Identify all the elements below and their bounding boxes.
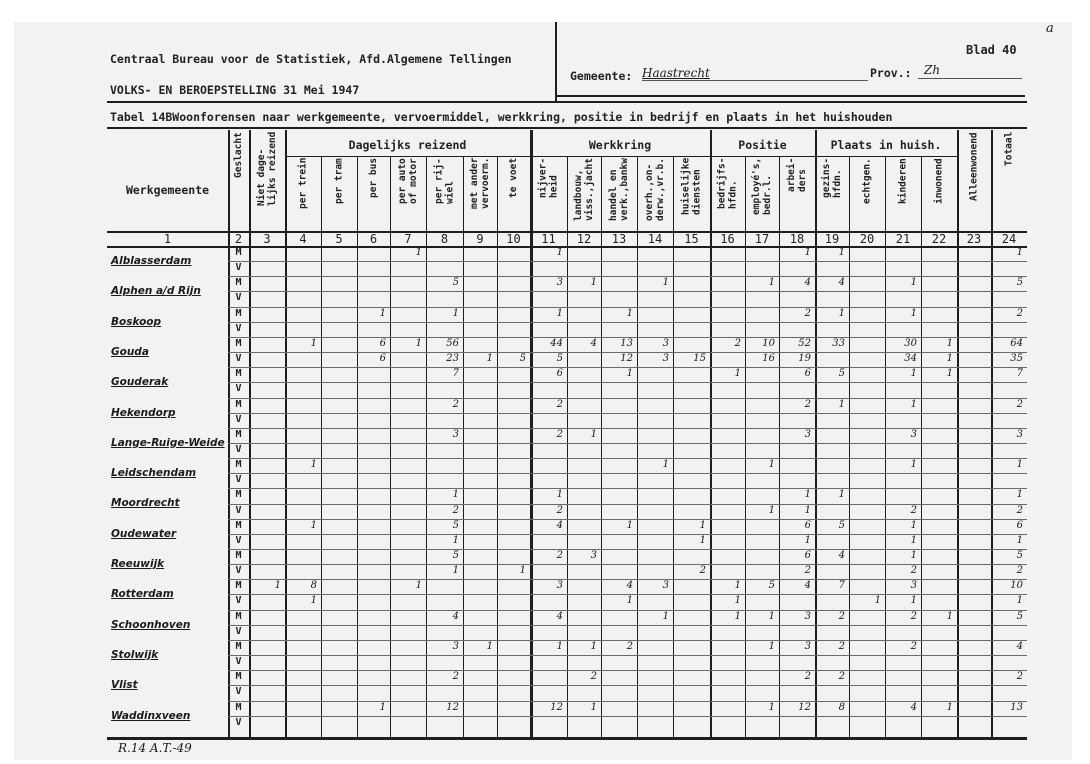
- data-cell: 1: [804, 504, 811, 516]
- data-cell: 6: [379, 353, 386, 365]
- column-header-19: gezins- hfdn.: [821, 158, 843, 199]
- sex-code: V: [235, 292, 242, 304]
- data-cell: 1: [626, 519, 633, 531]
- row-werkgemeente-name: Oudewater: [111, 527, 177, 540]
- column-number-11: 11: [541, 232, 556, 246]
- column-header-11: nijver- heid: [537, 158, 560, 199]
- data-cell: 1: [699, 534, 706, 546]
- data-cell: 6: [804, 550, 811, 561]
- data-cell: 5: [452, 277, 459, 289]
- data-cell: 2: [590, 671, 597, 683]
- data-cell: 3: [452, 640, 459, 652]
- data-cell: 1: [556, 640, 563, 652]
- data-cell: 10: [1010, 580, 1023, 592]
- data-cell: 2: [556, 550, 563, 561]
- data-cell: 5: [556, 353, 563, 365]
- data-cell: 3: [556, 277, 563, 289]
- sex-code: M: [235, 277, 242, 289]
- column-header-13: handel en verk.,bankw: [608, 158, 630, 221]
- column-header-14: overh.,on- derw.,vr.b.: [644, 158, 666, 221]
- column-number-20: 20: [859, 232, 875, 246]
- data-cell: 8: [310, 580, 317, 592]
- data-cell: 6: [1016, 519, 1023, 531]
- data-cell: 33: [832, 337, 845, 349]
- column-header-12: landbouw, viss.,jacht: [573, 158, 595, 221]
- data-cell: 2: [838, 610, 845, 622]
- column-header-werkgemeente: Werkgemeente: [125, 183, 210, 197]
- data-cell: 1: [946, 337, 953, 349]
- column-number-19: 19: [824, 232, 840, 246]
- column-header-3: Niet dage- lijks reizend: [256, 132, 278, 207]
- data-cell: 1: [734, 368, 741, 380]
- column-number-13: 13: [611, 232, 627, 246]
- data-cell: 1: [910, 277, 917, 289]
- sex-code: V: [235, 716, 242, 728]
- column-header-2: Geslacht: [233, 132, 244, 178]
- data-cell: 6: [379, 337, 386, 349]
- data-cell: 2: [556, 428, 563, 440]
- data-cell: 1: [699, 519, 706, 531]
- data-cell: 44: [550, 337, 563, 349]
- sex-rule: [228, 413, 1027, 414]
- data-cell: 1: [838, 307, 845, 319]
- sex-code: V: [235, 413, 242, 425]
- data-cell: 2: [910, 610, 917, 622]
- sheet-label: Blad 40: [966, 43, 1017, 57]
- data-cell: 1: [910, 519, 917, 531]
- group-header-werkkring: Werkkring: [588, 138, 652, 152]
- column-number-12: 12: [576, 232, 592, 246]
- data-cell: 1: [662, 610, 669, 622]
- gemeente-value: Haastrecht: [642, 66, 710, 80]
- data-cell: 13: [620, 337, 633, 349]
- sex-code: M: [235, 459, 242, 471]
- data-cell: 2: [452, 398, 459, 410]
- column-header-23: Alleenwonend: [968, 132, 980, 201]
- data-cell: 1: [838, 398, 845, 410]
- data-cell: 56: [446, 337, 459, 349]
- data-cell: 1: [910, 550, 917, 561]
- column-header-15: huiselijke diensten: [680, 158, 703, 216]
- sex-rule: [228, 716, 1027, 717]
- row-werkgemeente-name: Alblasserdam: [111, 255, 192, 267]
- data-cell: 1: [626, 595, 633, 607]
- data-cell: 2: [556, 398, 563, 410]
- data-cell: 1: [734, 610, 741, 622]
- data-cell: 1: [768, 610, 775, 622]
- sex-code: V: [235, 656, 242, 668]
- sex-code: M: [235, 337, 242, 349]
- data-cell: 5: [1016, 610, 1023, 622]
- data-cell: 1: [804, 489, 811, 501]
- data-cell: 2: [452, 504, 459, 516]
- data-cell: 2: [626, 640, 633, 652]
- data-cell: 1: [1016, 534, 1023, 546]
- data-cell: 2: [804, 671, 811, 683]
- column-number-22: 22: [931, 232, 947, 246]
- data-cell: 6: [804, 368, 811, 380]
- sex-rule: [228, 655, 1027, 656]
- column-number-2: 2: [234, 232, 243, 246]
- row-werkgemeente-name: Hekendorp: [111, 406, 176, 419]
- data-cell: 5: [838, 368, 845, 380]
- data-cell: 1: [910, 307, 917, 319]
- data-cell: 1: [379, 307, 386, 319]
- row-werkgemeente-name: Boskoop: [111, 315, 162, 328]
- data-cell: 1: [768, 504, 775, 516]
- data-cell: 13: [1010, 701, 1023, 713]
- data-cell: 1: [452, 534, 459, 546]
- data-cell: 3: [590, 550, 597, 561]
- data-cell: 1: [946, 701, 953, 713]
- data-cell: 1: [1016, 247, 1023, 258]
- data-cell: 3: [804, 428, 811, 440]
- data-cell: 5: [519, 353, 526, 365]
- data-cell: 12: [620, 353, 633, 365]
- data-cell: 19: [798, 353, 811, 365]
- column-header-22: inwonend: [933, 158, 945, 204]
- sex-code: M: [235, 610, 242, 622]
- row-werkgemeente-name: Rotterdam: [111, 588, 174, 601]
- data-cell: 5: [1016, 277, 1023, 289]
- data-cell: 1: [662, 459, 669, 471]
- data-cell: 2: [838, 671, 845, 683]
- data-cell: 7: [838, 580, 845, 592]
- sex-code: M: [235, 368, 242, 380]
- column-number-8: 8: [440, 232, 449, 246]
- data-cell: 3: [910, 580, 917, 592]
- data-cell: 1: [734, 580, 741, 592]
- data-cell: 1: [310, 519, 317, 531]
- data-cell: 1: [486, 640, 493, 652]
- data-cell: 4: [452, 610, 459, 622]
- data-cell: 1: [519, 565, 526, 577]
- sex-code: M: [235, 398, 242, 410]
- agency-heading: Centraal Bureau voor de Statistiek, Afd.Algemene Tellingen: [110, 52, 512, 66]
- footer-code: R.14 A.T.-49: [118, 741, 192, 755]
- row-werkgemeente-name: Schoonhoven: [111, 618, 191, 631]
- sex-code: V: [235, 625, 242, 637]
- column-header-21: kinderen: [897, 158, 909, 204]
- data-cell: 1: [590, 640, 597, 652]
- column-number-5: 5: [335, 232, 343, 246]
- sex-code: M: [235, 580, 242, 592]
- column-number-17: 17: [754, 232, 770, 246]
- sex-rule: [228, 473, 1027, 474]
- column-number-3: 3: [263, 232, 271, 246]
- column-number-14: 14: [647, 232, 663, 246]
- data-cell: 1: [910, 534, 917, 546]
- table-title: Tabel 14BWoonforensen naar werkgemeente, vervoermiddel, werkkring, positie in bedrijf en plaats in het huishouden: [110, 110, 893, 124]
- data-cell: 1: [768, 701, 775, 713]
- column-number-24: 24: [1001, 232, 1017, 246]
- data-cell: 1: [768, 277, 775, 289]
- data-cell: 2: [910, 504, 917, 516]
- data-cell: 1: [838, 247, 845, 258]
- column-number-10: 10: [506, 232, 521, 246]
- data-cell: 3: [804, 640, 811, 652]
- data-cell: 1: [379, 701, 386, 713]
- data-cell: 2: [556, 504, 563, 516]
- sex-code: M: [235, 671, 242, 683]
- data-cell: 1: [310, 459, 317, 471]
- column-header-7: per auto of motor: [397, 158, 419, 204]
- data-cell: 7: [452, 368, 459, 380]
- data-cell: 2: [699, 565, 706, 577]
- data-cell: 2: [1016, 307, 1023, 319]
- group-header-positie: Positie: [738, 138, 787, 152]
- data-cell: 2: [838, 640, 845, 652]
- data-cell: 3: [804, 610, 811, 622]
- data-cell: 1: [626, 368, 633, 380]
- group-header-dagelijks: Dagelijks reizend: [348, 138, 467, 152]
- data-cell: 6: [556, 368, 563, 380]
- data-cell: 1: [310, 595, 317, 607]
- row-werkgemeente-name: Leidschendam: [111, 467, 197, 480]
- data-cell: 4: [556, 610, 563, 622]
- data-cell: 4: [1016, 640, 1023, 652]
- data-cell: 16: [762, 353, 775, 365]
- column-number-9: 9: [476, 232, 484, 246]
- row-werkgemeente-name: Reeuwijk: [111, 558, 165, 570]
- data-cell: 1: [590, 277, 597, 289]
- column-header-20: echtgen.: [861, 158, 873, 204]
- sex-code: M: [235, 701, 242, 713]
- column-header-24: Totaal: [1003, 132, 1015, 167]
- data-cell: 15: [693, 353, 706, 365]
- data-cell: 5: [452, 519, 459, 531]
- bottom-rule: [107, 737, 1027, 740]
- column-header-9: met ander vervoerm.: [469, 158, 491, 210]
- data-cell: 12: [550, 701, 563, 713]
- data-cell: 1: [590, 428, 597, 440]
- data-cell: 1: [804, 534, 811, 546]
- data-cell: 1: [452, 307, 459, 319]
- data-cell: 34: [904, 353, 917, 365]
- sex-rule: [228, 261, 1027, 262]
- row-werkgemeente-name: Stolwijk: [111, 648, 159, 661]
- row-rule: [228, 670, 1027, 671]
- sex-code: V: [235, 322, 242, 334]
- data-cell: 5: [1016, 550, 1023, 561]
- column-header-18: arbei- ders: [786, 158, 808, 193]
- data-cell: 1: [556, 489, 563, 501]
- data-cell: 3: [662, 580, 669, 592]
- data-cell: 2: [804, 398, 811, 410]
- data-cell: 1: [556, 247, 563, 258]
- sex-code: V: [235, 383, 242, 395]
- column-header-16: bedrijfs- hfdn.: [716, 158, 739, 210]
- data-cell: 1: [768, 459, 775, 471]
- data-cell: 4: [804, 580, 811, 592]
- data-cell: 5: [838, 519, 845, 531]
- sex-code: M: [235, 489, 242, 501]
- data-cell: 3: [1016, 428, 1023, 440]
- prov-label: Prov.:: [870, 66, 912, 80]
- data-cell: 52: [798, 337, 811, 349]
- data-cell: 1: [662, 277, 669, 289]
- data-cell: 2: [910, 640, 917, 652]
- sex-rule: [228, 625, 1027, 626]
- sex-code: V: [235, 262, 242, 274]
- data-cell: 2: [1016, 671, 1023, 683]
- data-cell: 6: [804, 519, 811, 531]
- data-cell: 1: [274, 580, 281, 592]
- sex-rule: [228, 382, 1027, 383]
- data-cell: 1: [310, 337, 317, 349]
- data-cell: 1: [734, 595, 741, 607]
- group-header-plaats: Plaats in huish.: [830, 138, 942, 152]
- data-cell: 30: [904, 337, 917, 349]
- data-cell: 12: [446, 701, 459, 713]
- data-cell: 1: [910, 368, 917, 380]
- sex-rule: [228, 322, 1027, 323]
- sex-rule: [228, 685, 1027, 686]
- sex-rule: [228, 291, 1027, 292]
- data-cell: 1: [415, 247, 422, 258]
- sex-code: V: [235, 565, 242, 577]
- data-cell: 2: [910, 565, 917, 577]
- corner-mark: a: [1046, 21, 1054, 36]
- row-werkgemeente-name: Alphen a/d Rijn: [111, 285, 201, 298]
- data-cell: 1: [452, 489, 459, 501]
- data-cell: 3: [556, 580, 563, 592]
- row-werkgemeente-name: Moordrecht: [111, 497, 180, 510]
- data-cell: 1: [946, 610, 953, 622]
- data-cell: 3: [452, 428, 459, 440]
- group-rule: [285, 156, 957, 157]
- data-cell: 2: [1016, 504, 1023, 516]
- sex-code: M: [235, 640, 242, 652]
- data-cell: 2: [1016, 398, 1023, 410]
- data-cell: 1: [1016, 595, 1023, 607]
- data-cell: 1: [910, 459, 917, 471]
- data-cell: 23: [446, 353, 459, 365]
- data-cell: 1: [452, 565, 459, 577]
- data-cell: 1: [1016, 489, 1023, 501]
- data-cell: 4: [626, 580, 633, 592]
- census-heading: VOLKS- EN BEROEPSTELLING 31 Mei 1947: [110, 83, 360, 97]
- data-cell: 35: [1010, 353, 1023, 365]
- data-cell: 1: [590, 701, 597, 713]
- column-number-23: 23: [966, 232, 982, 246]
- sex-code: M: [235, 428, 242, 440]
- gemeente-label: Gemeente:: [570, 69, 633, 83]
- data-cell: 1: [626, 307, 633, 319]
- data-cell: 4: [838, 550, 845, 561]
- column-header-5: per tram: [333, 158, 345, 204]
- sex-code: V: [235, 595, 242, 607]
- column-number-16: 16: [720, 232, 735, 246]
- data-cell: 1: [910, 595, 917, 607]
- sex-code: V: [235, 353, 242, 365]
- row-werkgemeente-name: Waddinxveen: [111, 709, 191, 722]
- data-cell: 3: [662, 337, 669, 349]
- sex-code: V: [235, 534, 242, 546]
- column-number-7: 7: [404, 232, 412, 246]
- column-header-8: per rij- wiel: [433, 158, 456, 204]
- data-cell: 1: [768, 640, 775, 652]
- column-header-6: per bus: [368, 158, 379, 199]
- row-werkgemeente-name: Gouda: [111, 345, 149, 358]
- data-cell: 4: [556, 519, 563, 531]
- data-cell: 1: [838, 489, 845, 501]
- data-cell: 2: [734, 337, 741, 349]
- data-cell: 1: [556, 307, 563, 319]
- data-cell: 1: [946, 368, 953, 380]
- data-cell: 7: [1016, 368, 1023, 380]
- data-cell: 10: [762, 337, 775, 349]
- data-cell: 1: [1016, 459, 1023, 471]
- sex-code: V: [235, 474, 242, 486]
- data-cell: 5: [768, 580, 775, 592]
- column-number-6: 6: [369, 232, 378, 246]
- data-cell: 3: [662, 353, 669, 365]
- row-werkgemeente-name: Lange-Ruige-Weide: [111, 436, 225, 449]
- column-header-10: te voet: [508, 158, 519, 199]
- prov-value: Zh: [924, 63, 941, 77]
- row-werkgemeente-name: Gouderak: [111, 376, 169, 389]
- sex-code: M: [235, 307, 242, 319]
- data-cell: 5: [452, 550, 459, 561]
- column-number-15: 15: [684, 232, 699, 246]
- column-number-18: 18: [789, 232, 805, 246]
- data-cell: 4: [910, 701, 917, 713]
- sex-code: M: [235, 247, 242, 258]
- sex-code: M: [235, 550, 242, 561]
- column-number-4: 4: [299, 232, 307, 246]
- sex-rule: [228, 443, 1027, 444]
- data-cell: 2: [804, 565, 811, 577]
- column-header-4: per trein: [297, 158, 309, 210]
- row-werkgemeente-name: Vlist: [111, 679, 138, 692]
- data-cell: 8: [838, 701, 845, 713]
- data-cell: 1: [946, 353, 953, 365]
- row-rule: [228, 488, 1027, 489]
- data-cell: 1: [804, 247, 811, 258]
- data-cell: 2: [452, 671, 459, 683]
- data-cell: 2: [1016, 565, 1023, 577]
- column-number-1: 1: [163, 232, 172, 246]
- data-cell: 3: [910, 428, 917, 440]
- data-cell: 4: [804, 277, 811, 289]
- data-cell: 1: [874, 595, 881, 607]
- data-cell: 1: [415, 580, 422, 592]
- data-cell: 4: [838, 277, 845, 289]
- sex-code: V: [235, 686, 242, 698]
- column-header-17: employé's, bedr.l.: [751, 158, 773, 216]
- data-cell: 64: [1010, 337, 1023, 349]
- column-number-21: 21: [895, 232, 911, 246]
- sex-code: V: [235, 443, 242, 455]
- data-cell: 1: [910, 398, 917, 410]
- data-cell: 1: [415, 337, 422, 349]
- data-cell: 4: [590, 337, 597, 349]
- sex-code: V: [235, 504, 242, 516]
- sex-code: M: [235, 519, 242, 531]
- data-cell: 12: [798, 701, 811, 713]
- data-cell: 1: [486, 353, 493, 365]
- data-cell: 2: [804, 307, 811, 319]
